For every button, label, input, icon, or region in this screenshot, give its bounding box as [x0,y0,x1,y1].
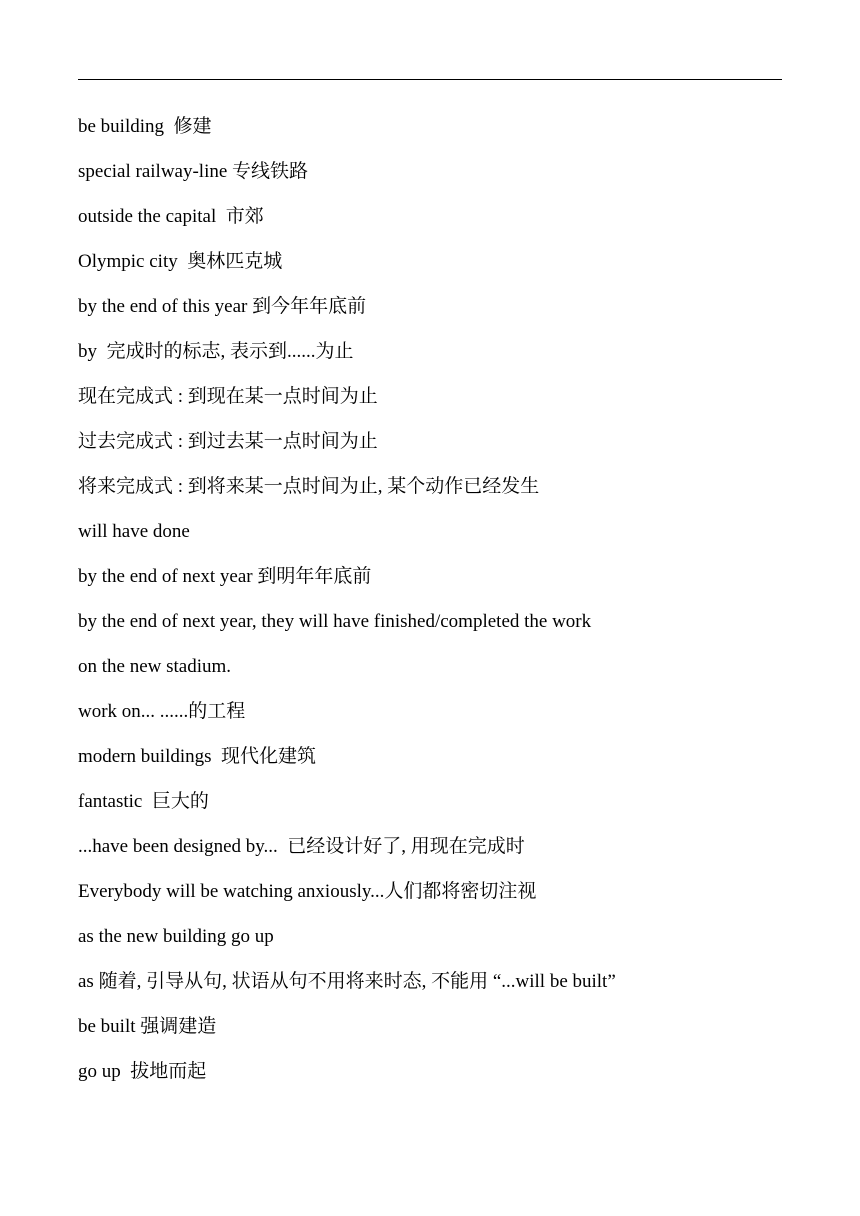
note-line: by the end of next year 到明年年底前 [78,566,372,587]
note-line: fantastic 巨大的 [78,791,209,812]
note-line: by the end of next year, they will have finished/completed the work [78,611,592,632]
note-line: special railway-line 专线铁路 [78,161,309,182]
note-line: outside the capital 市郊 [78,206,264,227]
note-line: Olympic city 奥林匹克城 [78,251,283,272]
note-line: be built 强调建造 [78,1016,217,1037]
note-line: by the end of this year 到今年年底前 [78,296,367,317]
note-line: Everybody will be watching anxiously...人们都将密切注视 [78,881,537,902]
note-line: will have done [78,521,190,542]
header-rule [78,79,782,80]
note-lines [78,112,798,1102]
note-line: by 完成时的标志, 表示到......为止 [78,341,354,362]
note-line: be building 修建 [78,116,212,137]
note-line: on the new stadium. [78,656,232,677]
note-line: ...have been designed by... 已经设计好了, 用现在完成时 [78,836,525,857]
note-line: 现在完成式 : 到现在某一点时间为止 [78,386,378,407]
note-line: go up 拔地而起 [78,1061,207,1082]
note-line: as 随着, 引导从句, 状语从句不用将来时态, 不能用 “...will be built” [78,971,616,992]
note-line: work on... ......的工程 [78,701,246,722]
note-line: as the new building go up [78,926,274,947]
note-line: 过去完成式 : 到过去某一点时间为止 [78,431,378,452]
note-line: modern buildings 现代化建筑 [78,746,317,767]
note-line: 将来完成式 : 到将来某一点时间为止, 某个动作已经发生 [78,476,540,497]
